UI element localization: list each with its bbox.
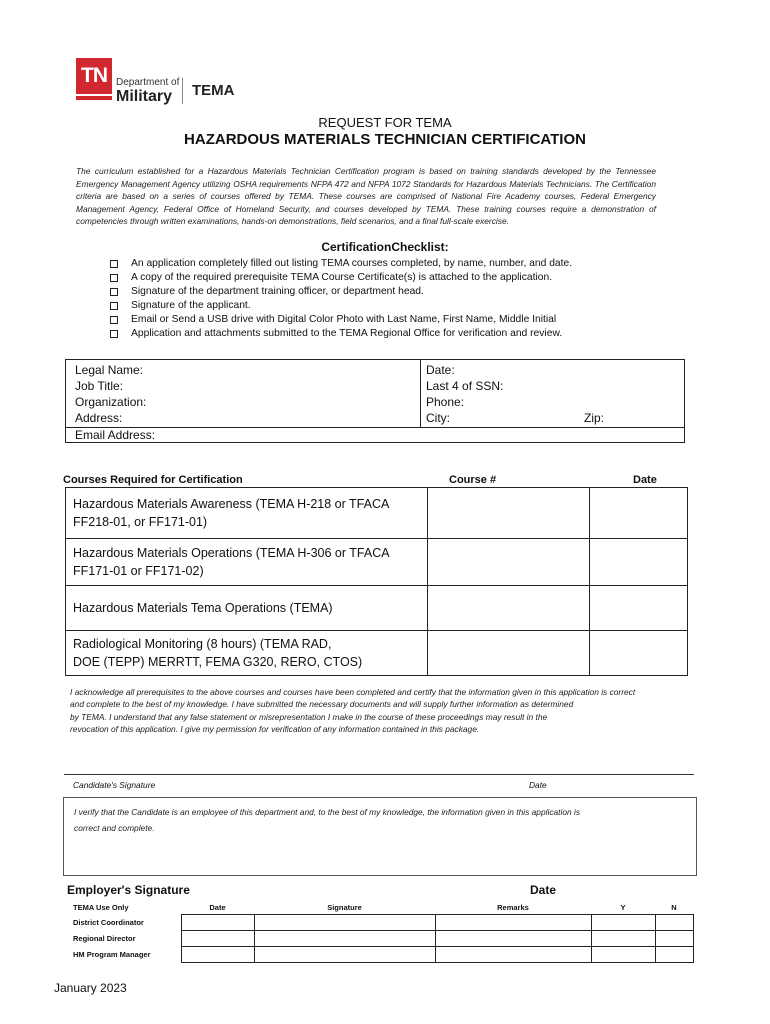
courses-column-header: Courses Required for Certification — [63, 474, 243, 486]
organization-field[interactable]: Organization: — [75, 395, 147, 409]
date-cell[interactable] — [181, 947, 254, 963]
header-cell: TEMA Use Only — [73, 902, 129, 912]
candidate-date-label: Date — [529, 780, 547, 790]
ssn-field[interactable]: Last 4 of SSN: — [426, 379, 504, 393]
tema-use-table — [65, 900, 694, 963]
verify-line: correct and complete. — [74, 823, 155, 833]
course-number-cell[interactable] — [428, 539, 590, 586]
course-name — [66, 488, 428, 539]
info-divider-horizontal — [66, 427, 684, 428]
checklist-item-label: Signature of the department training officer, or department head. — [131, 286, 424, 297]
table-row — [65, 915, 693, 931]
employer-date-label: Date — [530, 883, 557, 897]
course-date-header: Date — [633, 474, 657, 486]
role-label: HM Program Manager — [73, 950, 151, 959]
candidate-signature-label: Candidate's Signature — [73, 780, 156, 790]
checklist-item[interactable] — [110, 327, 572, 341]
tn-logo-mark: TN — [76, 58, 112, 94]
table-header-row — [65, 900, 693, 915]
signature-cell[interactable] — [254, 915, 435, 931]
city-field[interactable]: City: — [426, 411, 450, 425]
checkbox[interactable] — [110, 316, 118, 324]
courses-table — [65, 487, 688, 676]
checkbox[interactable] — [110, 330, 118, 338]
course-line: DOE (TEPP) MERRTT, FEMA G320, RERO, CTOS) — [73, 655, 363, 669]
course-date-cell[interactable] — [590, 488, 688, 539]
checklist — [110, 257, 572, 341]
course-date-cell[interactable] — [590, 631, 688, 676]
request-line: REQUEST FOR TEMA — [318, 115, 452, 130]
checkbox[interactable] — [110, 260, 118, 268]
logo-divider — [182, 78, 183, 104]
checklist-item-label: Application and attachments submitted to the TEMA Regional Office for verification and review. — [131, 328, 563, 339]
header-cell: Remarks — [497, 902, 529, 912]
header-cell: N — [671, 902, 677, 912]
ack-line: and complete to the best of my knowledge. I have submitted the necessary documents and will supply further information as determined — [70, 699, 574, 710]
header-cell: Signature — [327, 902, 362, 912]
email-field[interactable]: Email Address: — [75, 428, 156, 442]
applicant-info-box — [65, 359, 685, 443]
legal-name-field[interactable]: Legal Name: — [75, 363, 144, 377]
date-cell[interactable] — [181, 915, 254, 931]
address-field[interactable]: Address: — [75, 411, 123, 425]
checkbox[interactable] — [110, 274, 118, 282]
course-number-cell[interactable] — [428, 488, 590, 539]
table-row — [66, 488, 688, 539]
signature-cell[interactable] — [254, 931, 435, 947]
checklist-item[interactable] — [110, 271, 572, 285]
candidate-signature-line[interactable] — [64, 774, 694, 775]
yes-cell[interactable] — [591, 931, 655, 947]
course-line: FF218-01, or FF171-01) — [73, 515, 208, 529]
info-divider-vertical — [420, 360, 421, 427]
course-line: FF171-01 or FF171-02) — [73, 564, 204, 578]
role-label: Regional Director — [73, 934, 136, 943]
table-row — [66, 586, 688, 631]
intro-paragraph: The curriculum established for a Hazardous Materials Technician Certification program is based on training standards developed by the Tennessee Emergency Management Agency utilizing OSHA requirements NFPA 472 and NFPA 1072 Standards for Hazardous Materials Technicians. The Certification criteria are based on a series of courses offered by TEMA. These courses are comprised of National Fire Academy courses, Federal Emergency Management Agency, Federal Office of Homeland Security, and courses developed by TEMA. These training courses require a demonstration of competencies through written examinations, hands-on demonstrations, field scenarios, and a final full-scale exercise. — [76, 166, 656, 226]
logo-military: Military — [116, 88, 173, 105]
table-row — [65, 931, 693, 947]
role-label: District Coordinator — [73, 918, 144, 927]
acknowledgement-text — [70, 686, 690, 736]
no-cell[interactable] — [655, 915, 693, 931]
course-line: Radiological Monitoring (8 hours) (TEMA RAD, — [73, 637, 332, 651]
header-cell: Date — [209, 902, 226, 912]
signature-cell[interactable] — [254, 947, 435, 963]
page-title: HAZARDOUS MATERIALS TECHNICIAN CERTIFICATION — [184, 131, 586, 148]
checklist-item-label: A copy of the required prerequisite TEMA Course Certificate(s) is attached to the application. — [131, 272, 553, 283]
verify-line: I verify that the Candidate is an employee of this department and, to the best of my knowledge, the information given in this application is — [74, 807, 581, 817]
checklist-item[interactable] — [110, 285, 572, 299]
header-cell: Y — [620, 902, 626, 912]
checklist-item[interactable] — [110, 299, 572, 313]
course-name — [66, 539, 428, 586]
course-date-cell[interactable] — [590, 539, 688, 586]
course-line: Hazardous Materials Awareness (TEMA H-218 or TFACA — [73, 497, 390, 511]
course-line: Hazardous Materials Operations (TEMA H-306 or TFACA — [73, 546, 390, 560]
footer-date: January 2023 — [54, 981, 127, 995]
checklist-item-label: An application completely filled out listing TEMA courses completed, by name, number, and date. — [131, 258, 573, 269]
date-field[interactable]: Date: — [426, 363, 455, 377]
logo-underline — [76, 96, 112, 100]
remarks-cell[interactable] — [435, 931, 591, 947]
remarks-cell[interactable] — [435, 947, 591, 963]
course-name — [66, 586, 428, 631]
yes-cell[interactable] — [591, 947, 655, 963]
ack-line: I acknowledge all prerequisites to the above courses and courses have been completed and certify that the information given in this application is correct — [70, 687, 636, 697]
table-row — [65, 947, 693, 963]
checklist-item[interactable] — [110, 313, 572, 327]
yes-cell[interactable] — [591, 915, 655, 931]
course-number-cell[interactable] — [428, 586, 590, 631]
table-row — [66, 539, 688, 586]
table-row — [66, 631, 688, 676]
ack-line: by TEMA. I understand that any false statement or misrepresentation I make in the course of these proceedings may result in the — [70, 711, 548, 722]
ack-line: revocation of this application. I give my permission for verification of any information contained in this package. — [70, 724, 480, 735]
date-cell[interactable] — [181, 931, 254, 947]
course-line: Hazardous Materials Tema Operations (TEMA) — [73, 601, 333, 615]
checklist-item-label: Email or Send a USB drive with Digital Color Photo with Last Name, First Name, Middle Initial — [131, 314, 557, 325]
checkbox[interactable] — [110, 288, 118, 296]
checklist-item[interactable] — [110, 257, 572, 271]
zip-field[interactable]: Zip: — [584, 411, 605, 425]
course-date-cell[interactable] — [590, 586, 688, 631]
no-cell[interactable] — [655, 931, 693, 947]
checkbox[interactable] — [110, 302, 118, 310]
course-name — [66, 631, 428, 676]
course-number-cell[interactable] — [428, 631, 590, 676]
checklist-heading: CertificationChecklist: — [321, 240, 449, 254]
checklist-item-label: Signature of the applicant. — [131, 300, 251, 311]
remarks-cell[interactable] — [435, 915, 591, 931]
verification-text — [74, 804, 674, 836]
logo-tema: TEMA — [192, 82, 235, 99]
employer-signature-label: Employer's Signature — [67, 883, 190, 897]
job-title-field[interactable]: Job Title: — [75, 379, 124, 393]
course-number-header: Course # — [449, 474, 497, 486]
logo-department: Department of — [116, 77, 180, 88]
no-cell[interactable] — [655, 947, 693, 963]
phone-field[interactable]: Phone: — [426, 395, 465, 409]
